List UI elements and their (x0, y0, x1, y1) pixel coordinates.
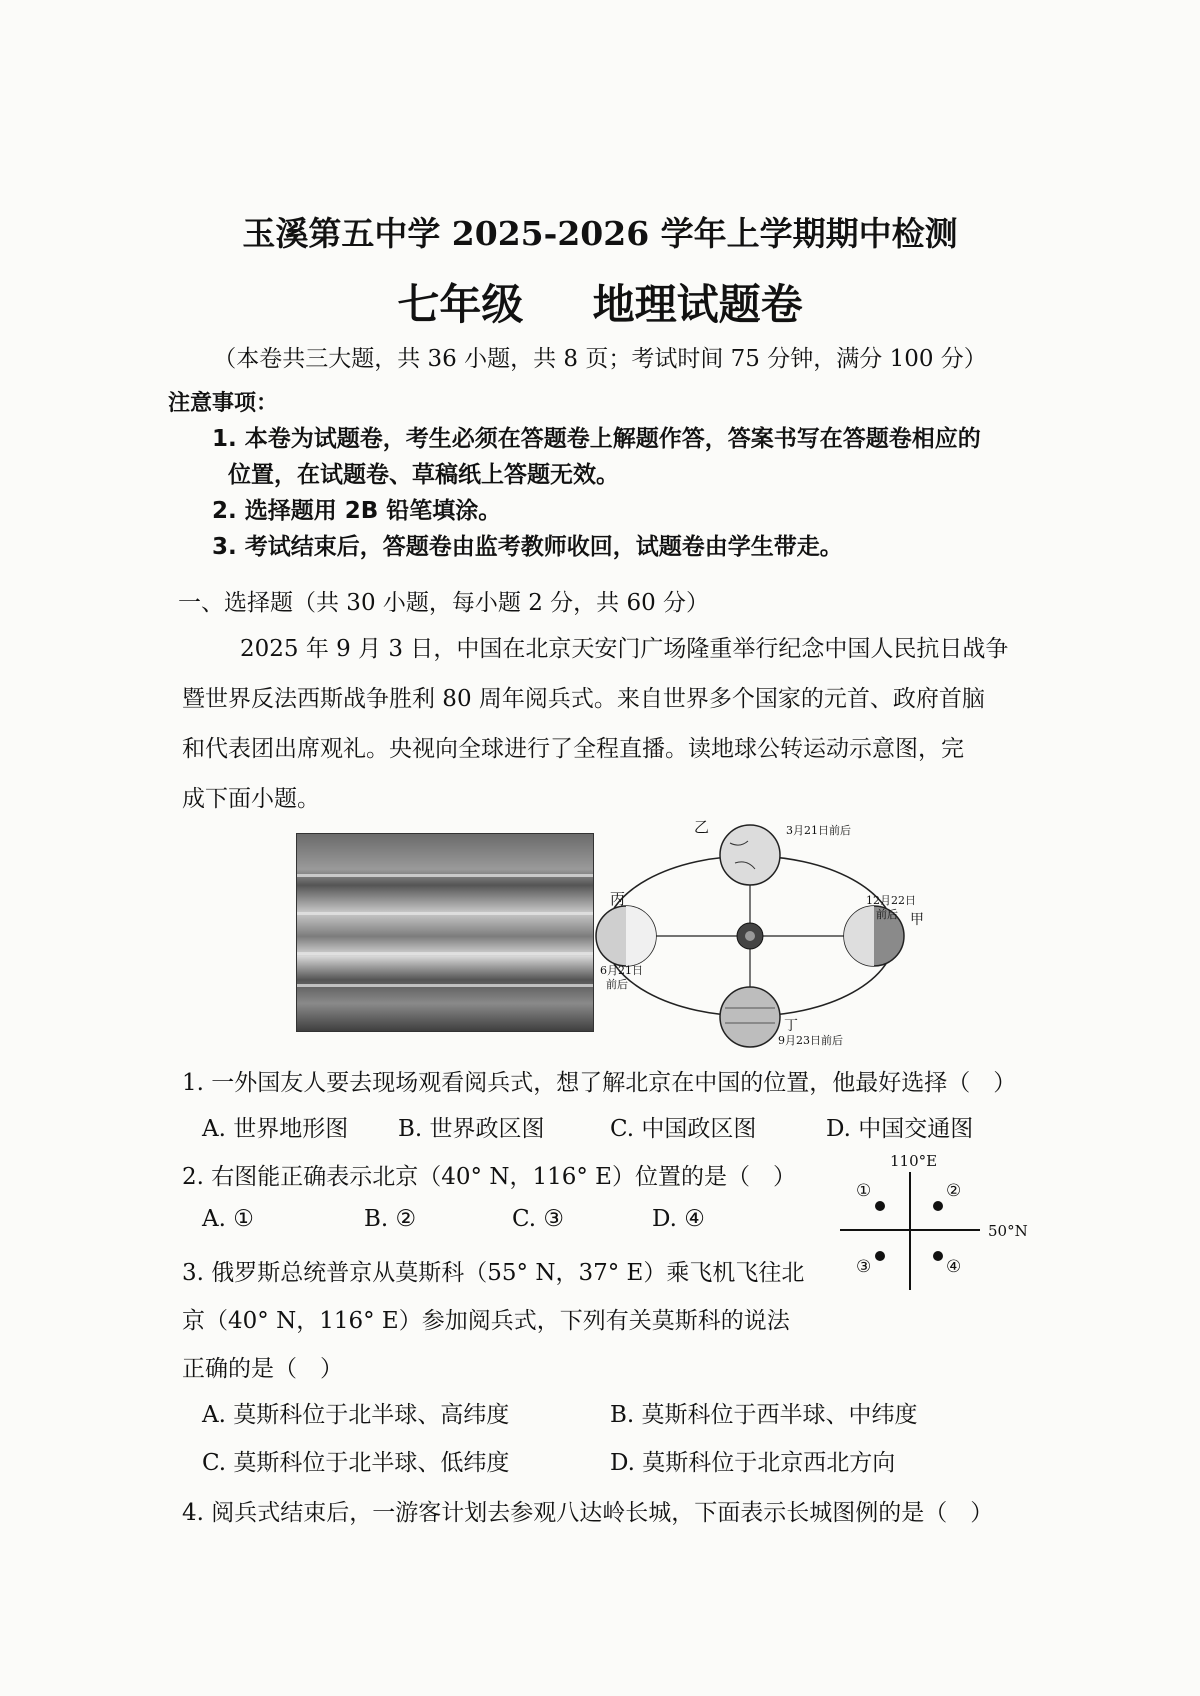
question-stem: 1. 一外国友人要去现场观看阅兵式，想了解北京在中国的位置，他最好选择（ ） (182, 1070, 1017, 1096)
orbit-label: 乙 (694, 818, 710, 836)
option-c: C. ③ (512, 1206, 565, 1232)
option-d: D. ④ (652, 1206, 705, 1232)
option-a: A. ① (202, 1206, 254, 1232)
option-d: D. 莫斯科位于北京西北方向 (610, 1450, 896, 1476)
orbit-label: 丁 (784, 1018, 798, 1034)
notice-item: 1. 本卷为试题卷，考生必须在答题卷上解题作答，答案书写在答题卷相应的 (212, 426, 981, 452)
orbit-label: 前后 (606, 978, 628, 991)
grade-label: 七年级 (397, 280, 524, 329)
question-stem: 4. 阅兵式结束后，一游客计划去参观八达岭长城，下面表示长城图例的是（ ） (182, 1500, 994, 1526)
orbit-label: 12月22日 (866, 894, 916, 907)
point-label: ① (856, 1181, 872, 1201)
point-marker (933, 1251, 943, 1261)
passage-line: 2025 年 9 月 3 日，中国在北京天安门广场隆重举行纪念中国人民抗日战争 (240, 636, 1009, 662)
notice-item: 2. 选择题用 2B 铅笔填涂。 (212, 498, 502, 524)
option-c: C. 中国政区图 (610, 1116, 757, 1142)
orbit-label: 6月21日 (600, 964, 643, 977)
point-marker (933, 1201, 943, 1211)
point-label: ② (946, 1181, 962, 1201)
notice-item: 位置，在试题卷、草稿纸上答题无效。 (228, 462, 619, 488)
parade-photo (296, 833, 594, 1032)
option-c: C. 莫斯科位于北半球、低纬度 (202, 1450, 510, 1476)
option-a: A. 世界地形图 (202, 1116, 349, 1142)
section-heading: 一、选择题（共 30 小题，每小题 2 分，共 60 分） (178, 590, 710, 616)
notice-heading: 注意事项： (168, 391, 279, 416)
orbit-label: 9月23日前后 (778, 1034, 843, 1047)
passage-line: 和代表团出席观礼。央视向全球进行了全程直播。读地球公转运动示意图，完 (182, 736, 964, 762)
option-b: B. ② (364, 1206, 417, 1232)
option-a: A. 莫斯科位于北半球、高纬度 (202, 1402, 510, 1428)
passage-line: 成下面小题。 (182, 786, 320, 812)
orbit-label: 3月21日前后 (786, 824, 851, 837)
latlon-grid (830, 1150, 1050, 1290)
earth-icon (720, 825, 780, 885)
exam-info: （本卷共三大题，共 36 小题，共 8 页；考试时间 75 分钟，满分 100 分） (213, 346, 987, 372)
option-b: B. 莫斯科位于西半球、中纬度 (610, 1402, 918, 1428)
lat-label: 50°N (988, 1222, 1028, 1240)
earth-icon (596, 906, 656, 966)
exam-subtitle (0, 272, 1200, 332)
lon-label: 110°E (890, 1152, 938, 1170)
point-marker (875, 1201, 885, 1211)
point-label: ④ (946, 1257, 962, 1277)
subject-label: 地理试题卷 (592, 280, 803, 329)
orbit-label: 前后 (876, 908, 898, 921)
orbit-label: 丙 (610, 890, 626, 908)
option-b: B. 世界政区图 (398, 1116, 545, 1142)
question-stem: 正确的是（ ） (182, 1356, 343, 1382)
exam-title: 玉溪第五中学 2025-2026 学年上学期期中检测 (242, 214, 958, 253)
orbit-diagram (590, 818, 930, 1048)
earth-icon (720, 987, 780, 1047)
notice-item: 3. 考试结束后，答题卷由监考教师收回，试题卷由学生带走。 (212, 534, 843, 560)
option-d: D. 中国交通图 (826, 1116, 974, 1142)
point-marker (875, 1251, 885, 1261)
orbit-label: 甲 (910, 912, 924, 928)
question-stem: 3. 俄罗斯总统普京从莫斯科（55° N，37° E）乘飞机飞往北 (182, 1260, 805, 1286)
passage-line: 暨世界反法西斯战争胜利 80 周年阅兵式。来自世界多个国家的元首、政府首脑 (182, 686, 985, 712)
point-label: ③ (856, 1257, 872, 1277)
question-stem: 2. 右图能正确表示北京（40° N，116° E）位置的是（ ） (182, 1164, 796, 1190)
question-stem: 京（40° N，116° E）参加阅兵式，下列有关莫斯科的说法 (182, 1308, 790, 1334)
